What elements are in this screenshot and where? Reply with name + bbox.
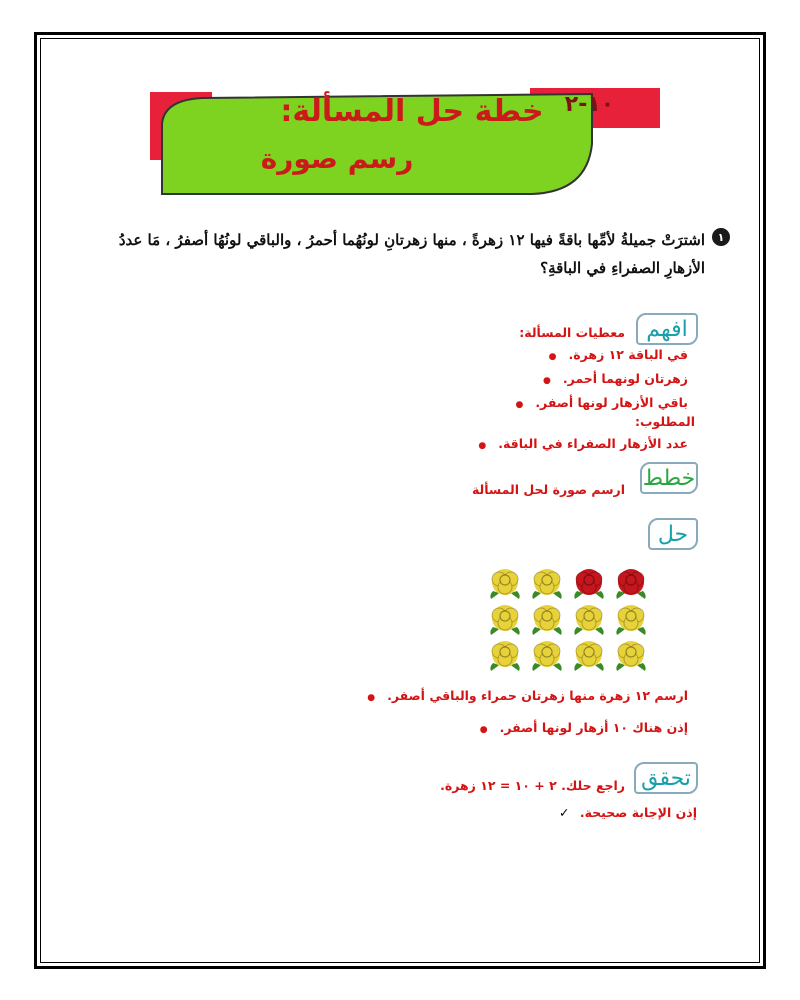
- tag-understand: افهم: [636, 313, 698, 345]
- red-flower-icon: [571, 565, 607, 601]
- checkmark-icon: ✓: [558, 805, 570, 820]
- check-text: راجع حلك. ٢ + ١٠ = ١٢ زهرة.: [440, 778, 625, 793]
- red-flower-icon: [613, 565, 649, 601]
- given-item: في الباقة ١٢ زهرة. ●: [288, 347, 688, 362]
- banner-subtitle: رسم صورة: [260, 142, 414, 175]
- lesson-number: ١٠-٢: [564, 92, 615, 117]
- tag-check: تحقق: [634, 762, 698, 794]
- yellow-flower-icon: [571, 637, 607, 673]
- yellow-flower-icon: [613, 601, 649, 637]
- yellow-flower-icon: [487, 565, 523, 601]
- yellow-flower-icon: [487, 637, 523, 673]
- tag-plan: خطط: [640, 462, 698, 494]
- givens-heading: معطيات المسألة:: [519, 325, 625, 340]
- yellow-flower-icon: [487, 601, 523, 637]
- yellow-flower-icon: [571, 601, 607, 637]
- check-conclusion: [397, 805, 697, 820]
- conclusion-text: إذن الإجابة صحيحة.: [579, 805, 697, 820]
- solve-step: ارسم ١٢ زهرة منها زهرتان حمراء والباقي أصفر. ●: [188, 688, 688, 703]
- yellow-flower-icon: [529, 601, 565, 637]
- solve-step: إذن هناك ١٠ أزهار لونها أصفر. ●: [188, 720, 688, 735]
- question-text: اشترَتْ جميلةُ لأمِّها باقةً فيها ١٢ زهرةً ، منها زهرتانِ لونُهُما أحمرُ ، والباقي لونُهُا أصفرُ ، مَا عددُ الأزهارِ الصفراءِ في الباقةِ؟: [118, 231, 705, 277]
- yellow-flower-icon: [529, 565, 565, 601]
- given-item: باقي الأزهار لونها أصفر. ●: [288, 395, 688, 410]
- yellow-flower-icon: [529, 637, 565, 673]
- tag-solve: حل: [648, 518, 698, 550]
- plan-text: ارسم صورة لحل المسألة: [471, 482, 625, 497]
- yellow-flower-icon: [613, 637, 649, 673]
- question-number-badge: ١: [712, 228, 730, 246]
- required-item: عدد الأزهار الصفراء في الباقة. ●: [288, 436, 688, 451]
- banner-title: خطة حل المسألة:: [280, 94, 544, 129]
- given-item: زهرتان لونهما أحمر. ●: [288, 371, 688, 386]
- required-heading: المطلوب:: [634, 414, 695, 429]
- lesson-banner: [142, 86, 667, 198]
